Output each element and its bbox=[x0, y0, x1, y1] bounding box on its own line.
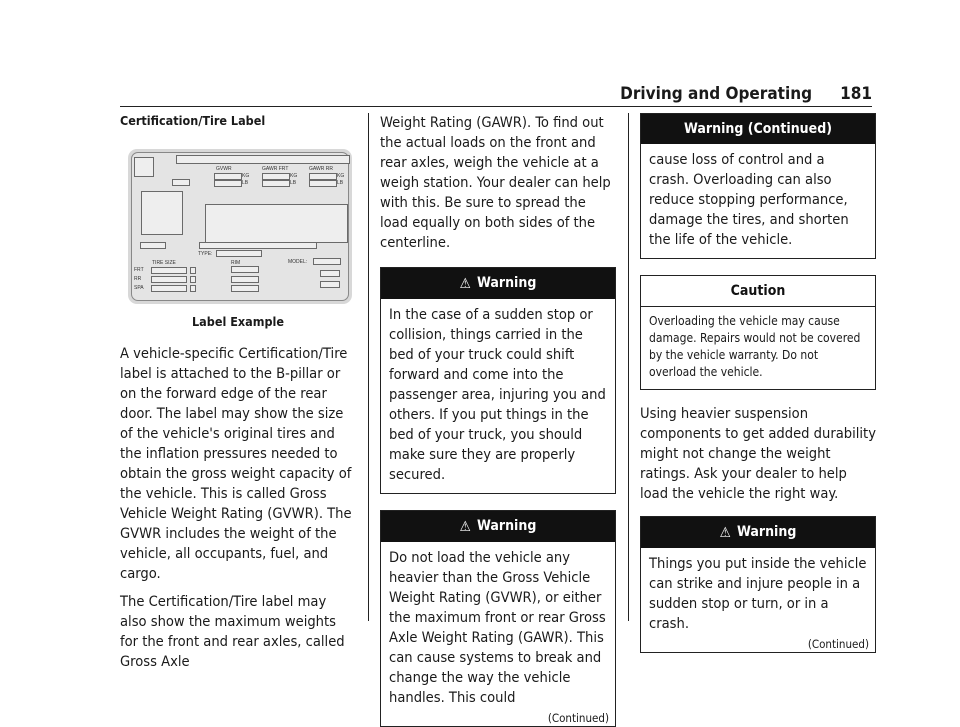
gawr-frt-lb-unit: LB bbox=[290, 180, 297, 186]
label-barcode-box bbox=[141, 191, 183, 235]
warning-text: Things you put inside the vehicle can strike and injure people in a sudden stop or turn, or in a crash. bbox=[649, 555, 867, 632]
gvwr-kg-field bbox=[214, 173, 242, 180]
type-field bbox=[216, 250, 262, 257]
gawr-frt-kg-field bbox=[262, 173, 290, 180]
gvwr-kg-unit: KG bbox=[242, 173, 250, 179]
paragraph: Using heavier suspension components to get added durability might not change the weight ratings. Ask your dealer to help load the vehicle the right way. bbox=[640, 405, 876, 502]
page-number: 181 bbox=[840, 84, 872, 104]
page-header bbox=[620, 84, 872, 104]
spa-size-field bbox=[151, 285, 187, 292]
column-divider-2 bbox=[628, 113, 629, 621]
continued-note: (Continued) bbox=[807, 637, 869, 651]
gvwr-label: GVWR bbox=[216, 166, 232, 172]
gawr-frt-label: GAWR FRT bbox=[262, 166, 289, 172]
caution-text: Overloading the vehicle may cause damage. Repairs would not be covered by the vehicle warranty. Do not overload the vehicle. bbox=[649, 314, 861, 379]
warning-text: In the case of a sudden stop or collision, things carried in the bed of your truck could shift forward and come into the passenger area, injuring you and others. If you put things in the bed of your truck, you should make sure they are properly secured. bbox=[389, 306, 606, 483]
label-long-field bbox=[199, 242, 317, 249]
gvwr-lb-field bbox=[214, 180, 242, 187]
rr-label: RR bbox=[134, 276, 142, 282]
rr-size-field bbox=[151, 276, 187, 283]
warning-box bbox=[380, 510, 616, 727]
left-column bbox=[120, 113, 356, 672]
tire-size-label: TIRE SIZE bbox=[152, 260, 176, 266]
gawr-rr-lb-field bbox=[309, 180, 337, 187]
type-label: TYPE: bbox=[198, 251, 213, 257]
warning-box bbox=[380, 267, 616, 494]
label-side-field bbox=[140, 242, 166, 249]
paragraph: Weight Rating (GAWR). To find out the actual loads on the front and rear axles, weigh the vehicle at a weigh station. Your dealer can help with this. Be sure to spread the load equally on both sides of the centerline. bbox=[380, 114, 611, 251]
middle-column bbox=[380, 113, 616, 727]
warning-header bbox=[381, 268, 615, 299]
gawr-frt-lb-field bbox=[262, 180, 290, 187]
spa-check bbox=[190, 285, 196, 292]
section-heading: Certification/Tire Label bbox=[120, 113, 266, 128]
gawr-rr-label: GAWR RR bbox=[309, 166, 333, 172]
label-logo-box bbox=[134, 157, 154, 177]
gawr-frt-kg-unit: KG bbox=[290, 173, 298, 179]
tire-label-figure bbox=[128, 149, 352, 304]
frt-check bbox=[190, 267, 196, 274]
warning-title: Warning bbox=[476, 518, 537, 534]
model-field bbox=[313, 258, 341, 265]
warning-title: Warning bbox=[736, 524, 797, 540]
warning-triangle-icon: ⚠ bbox=[719, 525, 731, 541]
spa-rim-field bbox=[231, 285, 259, 292]
warning-text: Do not load the vehicle any heavier than the Gross Vehicle Weight Rating (GVWR), or either the maximum front or rear Gross Axle Weight Rating (GAWR). This can cause systems to break and change the way the vehicle handles. This could bbox=[389, 549, 606, 706]
spa-label: SPA bbox=[134, 285, 144, 291]
gawr-rr-lb-unit: LB bbox=[337, 180, 344, 186]
rr-check bbox=[190, 276, 196, 283]
warning-header bbox=[641, 517, 875, 548]
right-field-1 bbox=[320, 270, 340, 277]
caution-box bbox=[640, 275, 876, 390]
label-info-box bbox=[205, 204, 348, 243]
label-top-field bbox=[176, 155, 350, 164]
gawr-rr-kg-unit: KG bbox=[337, 173, 345, 179]
label-small-field bbox=[172, 179, 190, 186]
paragraph: The Certification/Tire label may also show the maximum weights for the front and rear axles, called Gross Axle bbox=[120, 593, 345, 670]
gawr-rr-kg-field bbox=[309, 173, 337, 180]
warning-text: cause loss of control and a crash. Overloading can also reduce stopping performance, damage the tires, and shorten the life of the vehicle. bbox=[649, 151, 849, 248]
model-label: MODEL: bbox=[288, 259, 308, 265]
warning-header bbox=[381, 511, 615, 542]
caution-header: Caution bbox=[641, 276, 875, 307]
frt-label: FRT bbox=[134, 267, 144, 273]
warning-triangle-icon: ⚠ bbox=[459, 519, 471, 535]
figure-caption: Label Example bbox=[192, 314, 284, 329]
column-divider-1 bbox=[368, 113, 369, 621]
warning-header: Warning (Continued) bbox=[641, 114, 875, 144]
rr-rim-field bbox=[231, 276, 259, 283]
gvwr-lb-unit: LB bbox=[242, 180, 249, 186]
warning-title: Warning bbox=[476, 275, 537, 291]
right-column bbox=[640, 113, 876, 653]
rim-label: RIM bbox=[231, 260, 241, 266]
right-field-2 bbox=[320, 281, 340, 288]
frt-size-field bbox=[151, 267, 187, 274]
warning-box bbox=[640, 516, 876, 653]
paragraph: A vehicle-specific Certification/Tire label is attached to the B-pillar or on the forward edge of the rear door. The label may show the size of the vehicle's original tires and the inflation pressures needed to obtain the gross weight capacity of the vehicle. This is called Gross Vehicle Weight Rating (GVWR). The GVWR includes the weight of the vehicle, all occupants, fuel, and cargo. bbox=[120, 345, 352, 582]
warning-triangle-icon: ⚠ bbox=[459, 276, 471, 292]
section-title: Driving and Operating bbox=[620, 84, 813, 104]
warning-continued-box bbox=[640, 113, 876, 259]
header-rule bbox=[120, 106, 872, 107]
frt-rim-field bbox=[231, 266, 259, 273]
continued-note: (Continued) bbox=[547, 711, 609, 725]
